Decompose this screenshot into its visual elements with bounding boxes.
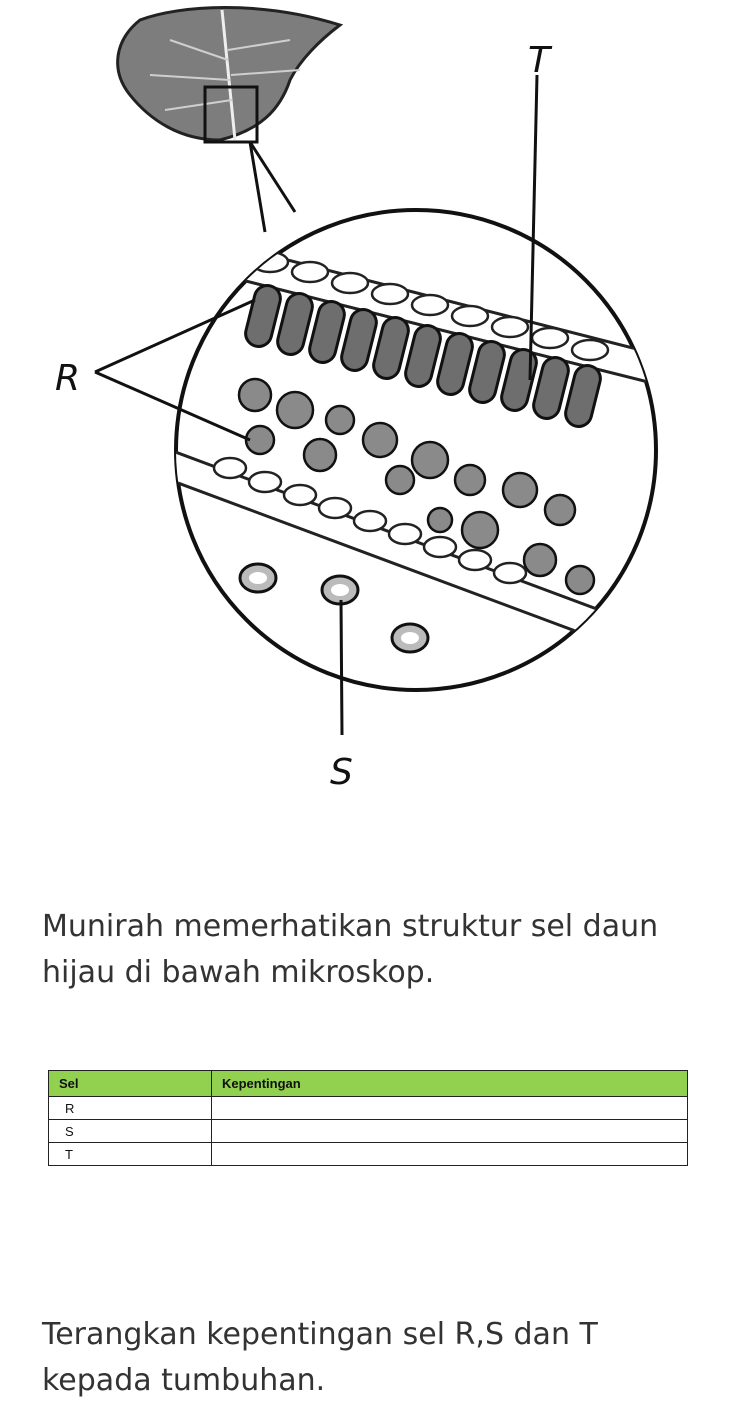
label-r: R bbox=[55, 358, 81, 399]
cell-sel: T bbox=[49, 1143, 212, 1166]
cell-kepentingan[interactable] bbox=[212, 1143, 688, 1166]
cell-kepentingan[interactable] bbox=[212, 1120, 688, 1143]
table-row bbox=[49, 1143, 688, 1166]
leaf-illustration bbox=[118, 8, 340, 143]
table-row bbox=[49, 1097, 688, 1120]
cell-kepentingan[interactable] bbox=[212, 1097, 688, 1120]
header-sel: Sel bbox=[49, 1071, 212, 1097]
header-kepentingan: Kepentingan bbox=[212, 1071, 688, 1097]
cell-sel: S bbox=[49, 1120, 212, 1143]
intro-text: Munirah memerhatikan struktur sel daun hijau di bawah mikroskop. bbox=[42, 909, 659, 990]
magnified-cell-view bbox=[170, 210, 680, 690]
question-text: Terangkan kepentingan sel R,S dan T kepada tumbuhan. bbox=[42, 1317, 598, 1398]
cell-sel: R bbox=[49, 1097, 212, 1120]
table-row bbox=[49, 1120, 688, 1143]
answer-table bbox=[48, 1070, 688, 1166]
label-t: T bbox=[528, 40, 550, 81]
table-header-row bbox=[49, 1071, 688, 1097]
label-s: S bbox=[330, 752, 353, 793]
